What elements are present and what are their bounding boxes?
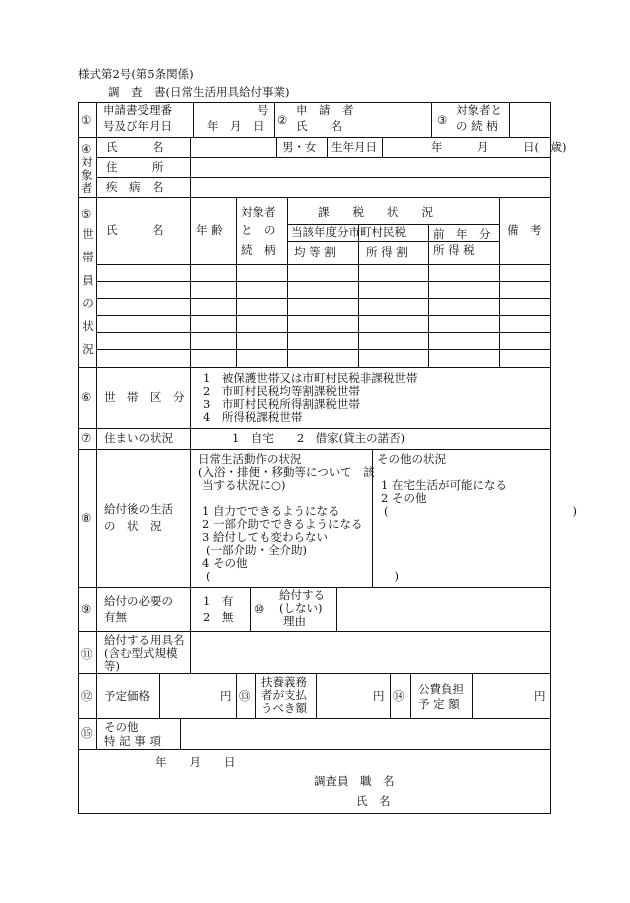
special-notes-label: 特 記 事 項	[104, 734, 161, 748]
item-number-13: ⑬	[239, 689, 251, 703]
household-side-label: 状	[82, 319, 94, 333]
signature-date: 年 月 日	[155, 755, 236, 769]
table-rule-line	[78, 718, 551, 719]
public-burden-label: 公費負担	[418, 682, 464, 696]
table-rule-line	[358, 224, 359, 367]
item-number-6: ⑥	[81, 390, 92, 404]
address-label: 住 所	[106, 160, 164, 174]
table-rule-line	[96, 298, 551, 299]
dob-value: 年 月 日( 歳)	[431, 140, 567, 154]
other-status-option: 2 その他	[381, 491, 427, 505]
investigator-title-label: 調査員 職 名	[314, 774, 395, 788]
item-number-15: ⑮	[81, 726, 93, 740]
receipt-number-suffix: 号	[257, 103, 269, 117]
table-rule-line	[390, 673, 391, 718]
subject-side-label: 象	[81, 168, 93, 182]
table-rule-line	[193, 102, 194, 137]
necessity-option: 2 無	[203, 610, 234, 624]
table-rule-line	[180, 718, 181, 749]
housing-label: 住まいの状況	[104, 431, 173, 445]
relationship-header: と の	[241, 223, 276, 237]
household-side-label: の	[82, 296, 94, 310]
table-rule-line	[236, 197, 237, 367]
item-number-4: ④	[81, 142, 92, 156]
relationship-label: の 続 柄	[456, 119, 498, 133]
receipt-label: 号及び年月日	[103, 119, 172, 133]
household-category-label: 世 帯 区 分	[104, 390, 185, 404]
table-rule-line	[236, 673, 237, 718]
table-rule-line	[78, 673, 551, 674]
item-number-11: ⑪	[81, 647, 93, 661]
table-rule-line	[78, 813, 551, 814]
table-rule-line	[190, 197, 191, 367]
item-number-1: ①	[81, 113, 92, 127]
item-number-7: ⑦	[81, 431, 92, 445]
category-option: 2 市町村民税均等割課税世帯	[203, 384, 360, 398]
table-rule-line	[78, 428, 551, 429]
equipment-name-label: 等)	[104, 659, 120, 673]
table-rule-line	[78, 749, 551, 750]
support-obligor-label: 扶養義務	[261, 675, 307, 689]
current-year-tax-header: 当該年度分市町村民税	[291, 225, 406, 239]
table-rule-line	[96, 332, 551, 333]
household-side-label: 世	[82, 227, 94, 241]
table-rule-line	[78, 102, 79, 814]
category-option: 3 市町村民税所得割課税世帯	[203, 397, 360, 411]
table-rule-line	[255, 673, 256, 718]
subject-name-label: 氏 名	[106, 140, 164, 154]
table-rule-line	[190, 449, 191, 587]
table-rule-line	[96, 349, 551, 350]
table-rule-line	[190, 631, 191, 673]
adl-option: 2 一部介助でできるようになる	[202, 517, 363, 531]
investigator-name-label: 氏 名	[356, 794, 391, 808]
table-rule-line	[509, 102, 510, 137]
prior-income-tax-header: 所 得 税	[433, 243, 475, 257]
table-rule-line	[96, 102, 97, 749]
prior-income-tax-header: 前 年 分	[433, 227, 491, 241]
adl-line: 日常生活動作の状況	[198, 452, 302, 466]
relationship-label: 対象者と	[456, 103, 502, 117]
tax-status-header: 課 税 状 況	[318, 205, 433, 219]
public-burden-label: 予 定 額	[418, 697, 460, 711]
relationship-header: 続 柄	[241, 243, 276, 257]
form-title: 調 査 書(日常生活用具給付事業)	[108, 85, 290, 99]
item-number-9: ⑨	[81, 602, 92, 616]
sex-label: 男・女	[282, 140, 317, 154]
support-obligor-label: うべき額	[261, 701, 307, 715]
table-rule-line	[190, 367, 191, 449]
category-option: 4 所得税課税世帯	[203, 410, 303, 424]
table-rule-line	[190, 137, 191, 197]
applicant-label: 申 請 者	[296, 103, 354, 117]
necessity-label: 有無	[104, 610, 127, 624]
life-status-label: 給付後の生活	[104, 502, 173, 516]
item-number-5: ⑤	[81, 207, 92, 221]
yen-unit: 円	[220, 689, 232, 703]
household-side-label: 況	[82, 342, 94, 356]
equipment-name-label: (含む型式規模	[104, 646, 178, 660]
reason-label: (しない)	[279, 601, 323, 615]
table-rule-line	[96, 315, 551, 316]
adl-option: 1 自力でできるようになる	[202, 504, 340, 518]
table-rule-line	[431, 102, 432, 137]
receipt-label: 申請書受理番	[103, 103, 172, 117]
adl-option: 3 給付しても変わらない	[202, 530, 328, 544]
age-header: 年 齢	[196, 223, 223, 237]
adl-line: (入浴・排便・移動等について 該	[198, 465, 375, 479]
item-number-8: ⑧	[81, 511, 92, 525]
table-rule-line	[78, 197, 551, 198]
table-rule-line	[287, 241, 499, 242]
table-rule-line	[190, 587, 191, 631]
table-rule-line	[287, 197, 288, 367]
table-rule-line	[96, 281, 551, 282]
planned-price-label: 予定価格	[104, 689, 150, 703]
household-side-label: 員	[82, 273, 94, 287]
household-side-label: 帯	[82, 250, 94, 264]
table-rule-line	[159, 673, 160, 718]
other-status-heading: その他の状況	[377, 452, 446, 466]
subject-side-label: 対	[81, 155, 93, 169]
table-rule-line	[78, 137, 551, 138]
yen-unit: 円	[534, 689, 546, 703]
income-levy-header: 所 得 割	[366, 245, 408, 259]
table-rule-line	[499, 197, 500, 367]
item-number-12: ⑫	[81, 689, 93, 703]
member-name-header: 氏 名	[106, 223, 164, 237]
yen-unit: 円	[373, 689, 385, 703]
special-notes-label: その他	[104, 720, 139, 734]
table-rule-line	[274, 102, 275, 137]
subject-side-label: 者	[81, 181, 93, 195]
item-number-10: ⑩	[254, 602, 265, 616]
housing-options: 1 自宅 2 借家(貸主の諾否)	[232, 431, 406, 445]
table-rule-line	[78, 631, 551, 632]
table-rule-line	[382, 137, 383, 157]
adl-other-blank: ( )	[206, 569, 399, 583]
other-status-option: 1 在宅生活が可能になる	[381, 478, 507, 492]
disease-label: 疾 病 名	[106, 180, 164, 194]
equal-levy-header: 均 等 割	[294, 245, 336, 259]
equipment-name-label: 給付する用具名	[104, 633, 185, 647]
item-number-3: ③	[437, 113, 448, 127]
reason-label: 給付する	[279, 588, 325, 602]
receipt-date: 年 月 日	[207, 119, 265, 133]
adl-line: 当する状況に○)	[202, 478, 286, 492]
adl-option: (一部介助・全介助)	[206, 543, 307, 557]
reason-label: 理由	[283, 614, 306, 628]
category-option: 1 被保護世帯又は市町村民税非課税世帯	[203, 371, 418, 385]
table-rule-line	[316, 673, 317, 718]
table-rule-line	[276, 137, 277, 157]
table-rule-line	[327, 137, 328, 157]
table-rule-line	[550, 102, 551, 814]
support-obligor-label: 者が支払	[261, 688, 307, 702]
life-status-label: の 状 況	[104, 519, 162, 533]
table-rule-line	[410, 673, 411, 718]
table-rule-line	[96, 157, 551, 158]
table-rule-line	[336, 587, 337, 631]
form-number: 様式第2号(第5条関係)	[78, 67, 194, 81]
table-rule-line	[472, 673, 473, 718]
table-rule-line	[78, 367, 551, 368]
necessity-option: 1 有	[203, 594, 234, 608]
table-rule-line	[250, 587, 251, 631]
table-rule-line	[96, 177, 551, 178]
table-rule-line	[428, 224, 429, 367]
adl-option: 4 その他	[202, 556, 248, 570]
dob-label: 生年月日	[331, 140, 377, 154]
necessity-label: 給付の必要の	[104, 594, 173, 608]
other-status-blank: ( )	[384, 504, 577, 518]
applicant-label: 氏 名	[296, 119, 342, 133]
relationship-header: 対象者	[241, 205, 276, 219]
item-number-14: ⑭	[393, 689, 405, 703]
table-rule-line	[78, 449, 551, 450]
remarks-header: 備 考	[507, 223, 542, 237]
item-number-2: ②	[277, 113, 288, 127]
table-rule-line	[96, 264, 551, 265]
